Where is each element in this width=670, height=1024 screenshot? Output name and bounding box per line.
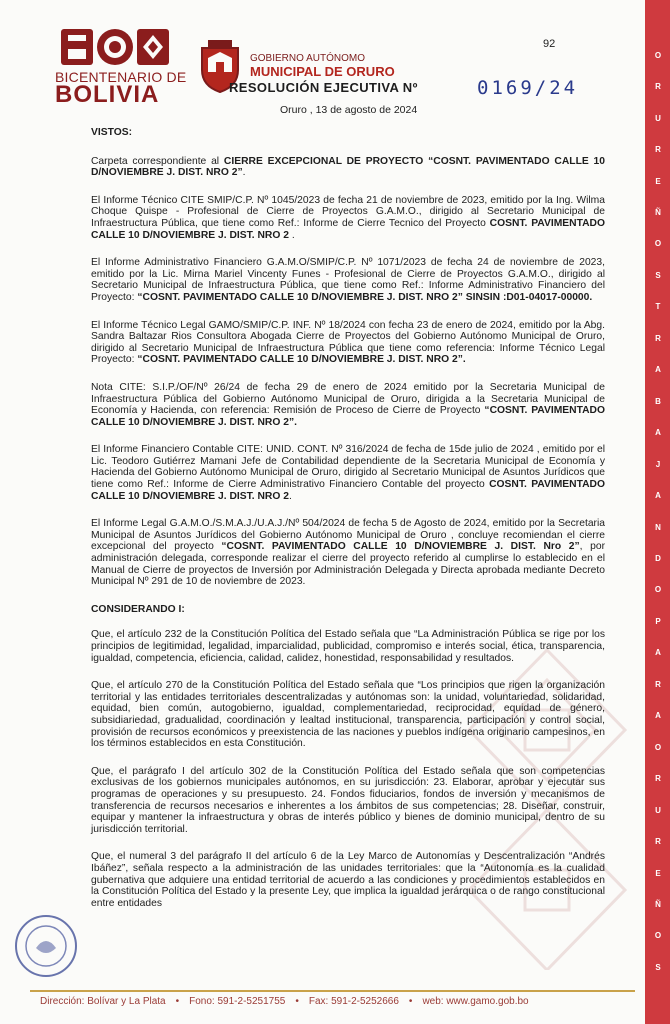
side-banner-letter: P (655, 616, 661, 626)
side-banner-letter: J (655, 459, 661, 469)
side-banner-letter: A (655, 491, 661, 501)
side-banner-letter: A (655, 648, 661, 658)
vistos-paragraph (91, 195, 605, 241)
vistos-paragraph (91, 444, 605, 502)
side-banner-letter: R (655, 774, 661, 784)
side-banner-letter: R (655, 145, 661, 155)
side-banner-letter: R (655, 333, 661, 343)
paragraph-bold-text: “COSNT. PAVIMENTADO CALLE 10 D/NOVIEMBRE J. DIST. NRO 2”. (91, 405, 606, 428)
side-banner-letter: T (655, 302, 661, 312)
side-banner-letter: D (655, 553, 661, 563)
considerando-paragraph: Que, el artículo 270 de la Constitución Política del Estado señala que “Los principios que rigen la organización territorial y las entidades territoriales descentralizadas y autónomas son: la unidad, voluntariedad, solidaridad, equidad, bien común, autogobierno, igualdad, complementariedad, reciprocidad, equidad de género, subsidiariedad, gradualidad, coordinación y lealtad institucional, transparencia, participación y control social, provisión de recursos económicos y preexistencia de las naciones y pueblos indígena originario campesinos, en los términos establecidos en esta Constitución. (91, 680, 605, 750)
considerando-paragraph: Que, el parágrafo I del artículo 302 de la Constitución Política del Estado señala que son competencias exclusivas de los gobiernos municipales autónomos, en su jurisdicción: 23. Elaborar, aprobar y ejecutar sus programas de operaciones y su presupuesto. 24. Fondos fiduciarios, fondos de inversión y mecanismos de transferencia de recursos necesarios e inherentes a los ámbitos de sus competencias; 28. Diseñar, construir, equipar y mantener la infraestructura y obras de interés público y bienes de dominio municipal, dentro de su jurisdicción territorial. (91, 765, 605, 835)
paragraph-post-text: . (288, 229, 295, 241)
considerando-paragraph: Que, el artículo 232 de la Constitución Política del Estado señala que “La Administración Pública se rige por los principios de legitimidad, legalidad, imparcialidad, publicidad, compromiso e interés social, ética, transparencia, igualdad, competencia, eficiencia, calidad, calidez, honestidad, responsabilidad y resultados. (91, 629, 605, 664)
vistos-paragraph (91, 320, 605, 366)
footer-web[interactable]: web: www.gamo.gob.bo (422, 996, 529, 1007)
bicentenario-line1: BICENTENARIO DE (55, 69, 187, 85)
side-banner-letter: Ñ (655, 207, 661, 217)
side-banner-letter: U (655, 113, 661, 123)
paragraph-pre-text: El Informe Financiero Contable CITE: UNID. CONT. Nº 316/2024 de fecha de 15de julio de 2024 , emitido por el Lic. Teodoro Gutiérrez Mamani Jefe de Contabilidad dependiente de la Secretaria Municipal de Economía y Hacienda del Gobierno Autónomo Municipal de Oruro, dirigido al Secretario Municipal de Asuntos Jurídicos que tiene como Ref.: Informe de Cierre Administrativo Financiero Contable del proyecto (91, 444, 605, 491)
resolution-number: 0169/24 (477, 77, 579, 99)
vistos-paragraph (91, 518, 605, 588)
footer-fax: Fax: 591-2-5252666 (308, 996, 399, 1007)
page-number: 92 (543, 38, 556, 50)
official-stamp-icon (12, 912, 80, 980)
footer (40, 996, 630, 1007)
side-banner-letter: E (655, 176, 661, 186)
side-banner-letter: O (654, 585, 662, 595)
side-banner-letter: O (654, 50, 662, 60)
footer-phone: Fono: 591-2-5251755 (189, 996, 286, 1007)
paragraph-pre-text: El Informe Administrativo Financiero G.A.M.O/SMIP/C.P. Nº 1071/2023 de fecha 24 de noviembre de 2023, emitido por la Lic. Mirna Mariel Vincenty Funes - Profesional de Cierre de Proyectos G.A.M.O., dirigido al Secretario Municipal de Infraestructura Pública, que tiene como Ref.: Informe Administrativo Financiero del Proyecto: (91, 257, 605, 303)
side-banner-letter: A (655, 428, 661, 438)
paragraph-bold-text: COSNT. PAVIMENTADO CALLE 10 D/NOVIEMBRE J. DIST. NRO 2 (91, 479, 605, 502)
gov-name-line1: GOBIERNO AUTÓNOMO (250, 53, 366, 64)
bicentenario-emblem-icon (61, 27, 169, 67)
side-banner-letter: B (655, 396, 661, 406)
paragraph-bold-text: COSNT. PAVIMENTADO CALLE 10 D/NOVIEMBRE J. DIST. NRO 2 (91, 217, 605, 241)
side-banner-letter: E (655, 868, 661, 878)
vistos-paragraph (91, 382, 605, 428)
considerando-heading: CONSIDERANDO I: (91, 603, 185, 615)
side-banner-letter: A (655, 365, 661, 375)
side-banner-letter: S (655, 962, 661, 972)
paragraph-pre-text: El Informe Legal G.A.M.O./S.M.A.J./U.A.J./Nº 504/2024 de fecha 5 de Agosto de 2024, emitido por la Secretaria Municipal de Asuntos Jurídicos del Gobierno Autónomo Municipal de Oruro , concluye recomiendan el cierre excepcional del proyecto (91, 518, 605, 553)
side-banner-letter: U (655, 805, 661, 815)
paragraph-pre-text: El Informe Técnico Legal GAMO/SMIP/C.P. INF. Nº 18/2024 con fecha 23 de enero de 2024, emitido por la Abg. Sandra Baltazar Rios Consultora Abogada Cierre de Proyectos del Gobierno Autónomo Municipal de Oruro, dirigido al Secretario Municipal de Infraestructura Pública que tiene como referencia: Informe Técnico Legal Proyecto: (91, 319, 605, 366)
footer-separator: • (175, 996, 180, 1007)
paragraph-post-text: , por administración delegada, corresponde realizar el cierre del proyecto referido al cumplirse lo establecido en el Manual de Cierre de proyectos de Inversión por Administración Delegada y Directa aprobada mediante Decreto Municipal Nº 291 de 10 de noviembre de 2023. (91, 541, 605, 588)
footer-separator: • (408, 996, 413, 1007)
side-banner-letter: R (655, 837, 661, 847)
paragraph-pre-text: Carpeta correspondiente al (91, 155, 224, 167)
footer-address: Dirección: Bolívar y La Plata (40, 996, 166, 1007)
paragraph-pre-text: Nota CITE: S.I.P./OF/Nº 26/24 de fecha 29 de enero de 2024 emitido por la Secretaria Municipal de Infraestructura Pública del Gobierno Autónomo Municipal de Oruro, dirigida a la Secretaria Municipal de Economía y Hacienda, con referencia: Remisión de Proceso de Cierre de Proyecto (91, 381, 605, 417)
vistos-paragraph (91, 156, 605, 179)
side-banner-letter: N (655, 522, 661, 532)
resolution-body (91, 127, 605, 925)
document-date: Oruro , 13 de agosto de 2024 (280, 104, 418, 116)
vistos-heading: VISTOS: (91, 127, 133, 138)
paragraph-bold-text: “COSNT. PAVIMENTADO CALLE 10 D/NOVIEMBRE J. DIST. Nro 2” (221, 541, 580, 553)
footer-divider (30, 990, 635, 992)
paragraph-post-text: . (288, 490, 292, 502)
side-banner-letter: Ñ (655, 899, 661, 909)
footer-separator: • (295, 996, 299, 1007)
side-banner-letter: O (654, 239, 662, 249)
paragraph-bold-text: “COSNT. PAVIMENTADO CALLE 10 D/NOVIEMBRE J. DIST. NRO 2”. (137, 354, 466, 366)
bicentenario-line2: BOLIVIA (55, 81, 160, 108)
side-banner-letter: R (655, 82, 661, 92)
vistos-paragraph (91, 257, 605, 303)
side-banner-text (651, 0, 665, 1024)
side-banner-letter: S (655, 270, 661, 280)
resolution-title: RESOLUCIÓN EJECUTIVA Nº (229, 80, 418, 95)
bicentenario-logo (55, 27, 187, 108)
side-banner-letter: O (654, 931, 662, 941)
paragraph-bold-text: CIERRE EXCEPCIONAL DE PROYECTO “COSNT. PAVIMENTADO CALLE 10 D/NOVIEMBRE J. DIST. NRO 2” (91, 155, 605, 179)
side-banner-letter: R (655, 679, 661, 689)
paragraph-pre-text: El Informe Técnico CITE SMIP/C.P. Nº 1045/2023 de fecha 21 de noviembre de 2023, emitido por la Ing. Wilma Choque Quispe - Profesional de Cierre de Proyectos G.A.M.O., dirigido al Secretario Municipal de Infraestructura Pública, que tiene como Ref.: Informe de Cierre Tecnico del Proyecto (91, 194, 605, 229)
side-banner-letter: A (655, 711, 661, 721)
considerando-paragraph: Que, el numeral 3 del parágrafo II del artículo 6 de la Ley Marco de Autonomías y Descentralización “Andrés Ibáñez”, señala respecto a la administración de las unidades territoriales: que la “Autonomía es la cualidad gubernativa que adquiere una entidad territorial de acuerdo a las condiciones y procedimientos establecidos en la Constitución Política del Estado y la presente Ley, que implica la igualdad jerárquica o de rango constitucional entre entidades (91, 851, 605, 909)
paragraph-post-text: . (242, 167, 246, 179)
paragraph-bold-text: “COSNT. PAVIMENTADO CALLE 10 D/NOVIEMBRE J. DIST. NRO 2” SINSIN :D01-04017-00000. (137, 291, 593, 303)
side-banner-letter: O (654, 742, 662, 752)
gov-name-line2: MUNICIPAL DE ORURO (250, 64, 395, 79)
